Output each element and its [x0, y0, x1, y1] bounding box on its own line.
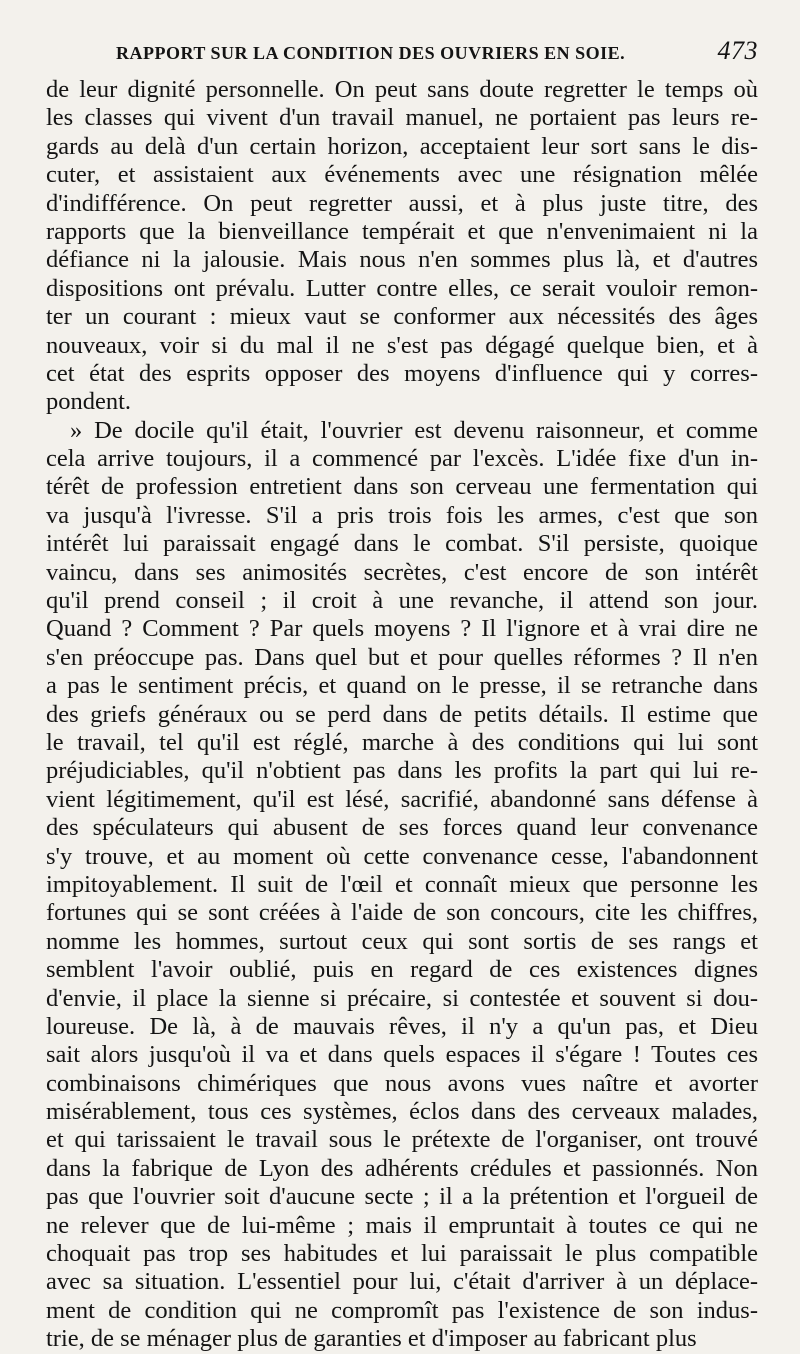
text-line: loureuse. De là, à de mauvais rêves, il n'y a qu'un pas, et Dieu	[46, 1012, 758, 1040]
text-line: ter un courant : mieux vaut se conformer aux nécessités des âges	[46, 303, 758, 331]
text-line: avec sa situation. L'essentiel pour lui, c'était d'arriver à un déplace-	[46, 1268, 758, 1296]
text-line: défiance ni la jalousie. Mais nous n'en sommes plus là, et d'autres	[46, 246, 758, 274]
text-line: d'envie, il place la sienne si précaire, si contestée et souvent si dou-	[46, 984, 758, 1012]
text-line: dans la fabrique de Lyon des adhérents crédules et passionnés. Non	[46, 1154, 758, 1182]
text-line: térêt de profession entretient dans son cerveau une fermentation qui	[46, 473, 758, 501]
text-line: Quand ? Comment ? Par quels moyens ? Il l'ignore et à vrai dire ne	[46, 615, 758, 643]
page-number: 473	[717, 36, 758, 65]
text-line: s'y trouve, et au moment où cette convenance cesse, l'abandonnent	[46, 842, 758, 870]
text-line: impitoyablement. Il suit de l'œil et connaît mieux que personne les	[46, 870, 758, 898]
running-title: RAPPORT SUR LA CONDITION DES OUVRIERS EN SOIE.	[116, 43, 626, 63]
running-head	[46, 36, 758, 66]
text-line: choquait pas trop ses habitudes et lui paraissait le plus compatible	[46, 1240, 758, 1268]
text-line: rapports que la bienveillance tempérait et que n'envenimaient ni la	[46, 217, 758, 245]
text-line: des spéculateurs qui abusent de ses forces quand leur convenance	[46, 814, 758, 842]
text-line: dispositions ont prévalu. Lutter contre elles, ce serait vouloir remon-	[46, 274, 758, 302]
text-line: ne relever que de lui-même ; mais il empruntait à toutes ce qui ne	[46, 1211, 758, 1239]
text-line: trie, de se ménager plus de garanties et d'imposer au fabricant plus	[46, 1325, 697, 1353]
text-line: le travail, tel qu'il est réglé, marche à des conditions qui lui sont	[46, 728, 758, 756]
text-line: s'en préoccupe pas. Dans quel but et pour quelles réformes ? Il n'en	[46, 643, 758, 671]
text-line: nouveaux, voir si du mal il ne s'est pas dégagé quelque bien, et à	[46, 331, 758, 359]
text-line: intérêt lui paraissait engagé dans le combat. S'il persiste, quoique	[46, 530, 758, 558]
text-line: et qui tarissaient le travail sous le prétexte de l'organiser, ont trouvé	[46, 1126, 758, 1154]
text-line: va jusqu'à l'ivresse. S'il a pris trois fois les armes, c'est que son	[46, 501, 758, 529]
text-line: cuter, et assistaient aux événements avec une résignation mêlée	[46, 161, 758, 189]
text-line: qu'il prend conseil ; il croit à une revanche, il attend son jour.	[46, 587, 758, 615]
text-line: ment de condition qui ne compromît pas l'existence de son indus-	[46, 1296, 758, 1324]
text-line: sait alors jusqu'où il va et dans quels espaces il s'égare ! Toutes ces	[46, 1041, 758, 1069]
text-line: gards au delà d'un certain horizon, acceptaient leur sort sans le dis-	[46, 132, 758, 160]
text-line: fortunes qui se sont créées à l'aide de son concours, cite les chiffres,	[46, 899, 758, 927]
text-line: préjudiciables, qu'il n'obtient pas dans les profits la part qui lui re-	[46, 757, 758, 785]
text-line: » De docile qu'il était, l'ouvrier est devenu raisonneur, et comme	[70, 416, 758, 444]
text-line: nomme les hommes, surtout ceux qui sont sortis de ses rangs et	[46, 927, 758, 955]
text-line: vient légitimement, qu'il est lésé, sacrifié, abandonné sans défense à	[46, 785, 758, 813]
text-line: vaincu, dans ses animosités secrètes, c'est encore de son intérêt	[46, 558, 758, 586]
text-line: semblent l'avoir oublié, puis en regard de ces existences dignes	[46, 956, 758, 984]
text-line: cet état des esprits opposer des moyens d'influence qui y corres-	[46, 359, 758, 387]
text-line: de leur dignité personnelle. On peut sans doute regretter le temps où	[46, 76, 758, 103]
body-text	[46, 76, 758, 1354]
text-line: les classes qui vivent d'un travail manuel, ne portaient pas leurs re-	[46, 104, 758, 132]
text-line: pas que l'ouvrier soit d'aucune secte ; il a la prétention et l'orgueil de	[46, 1183, 758, 1211]
paragraph	[46, 76, 758, 417]
text-line: cela arrive toujours, il a commencé par l'excès. L'idée fixe d'un in-	[46, 445, 758, 473]
text-line: pondent.	[46, 388, 132, 416]
text-line: d'indifférence. On peut regretter aussi, et à plus juste titre, des	[46, 189, 758, 217]
text-line: combinaisons chimériques que nous avons vues naître et avorter	[46, 1069, 758, 1097]
text-line: des griefs généraux ou se perd dans de petits détails. Il estime que	[46, 700, 758, 728]
text-line: a pas le sentiment précis, et quand on le presse, il se retranche dans	[46, 672, 758, 700]
text-line: misérablement, tous ces systèmes, éclos dans des cerveaux malades,	[46, 1098, 758, 1126]
paragraph	[46, 417, 758, 1354]
